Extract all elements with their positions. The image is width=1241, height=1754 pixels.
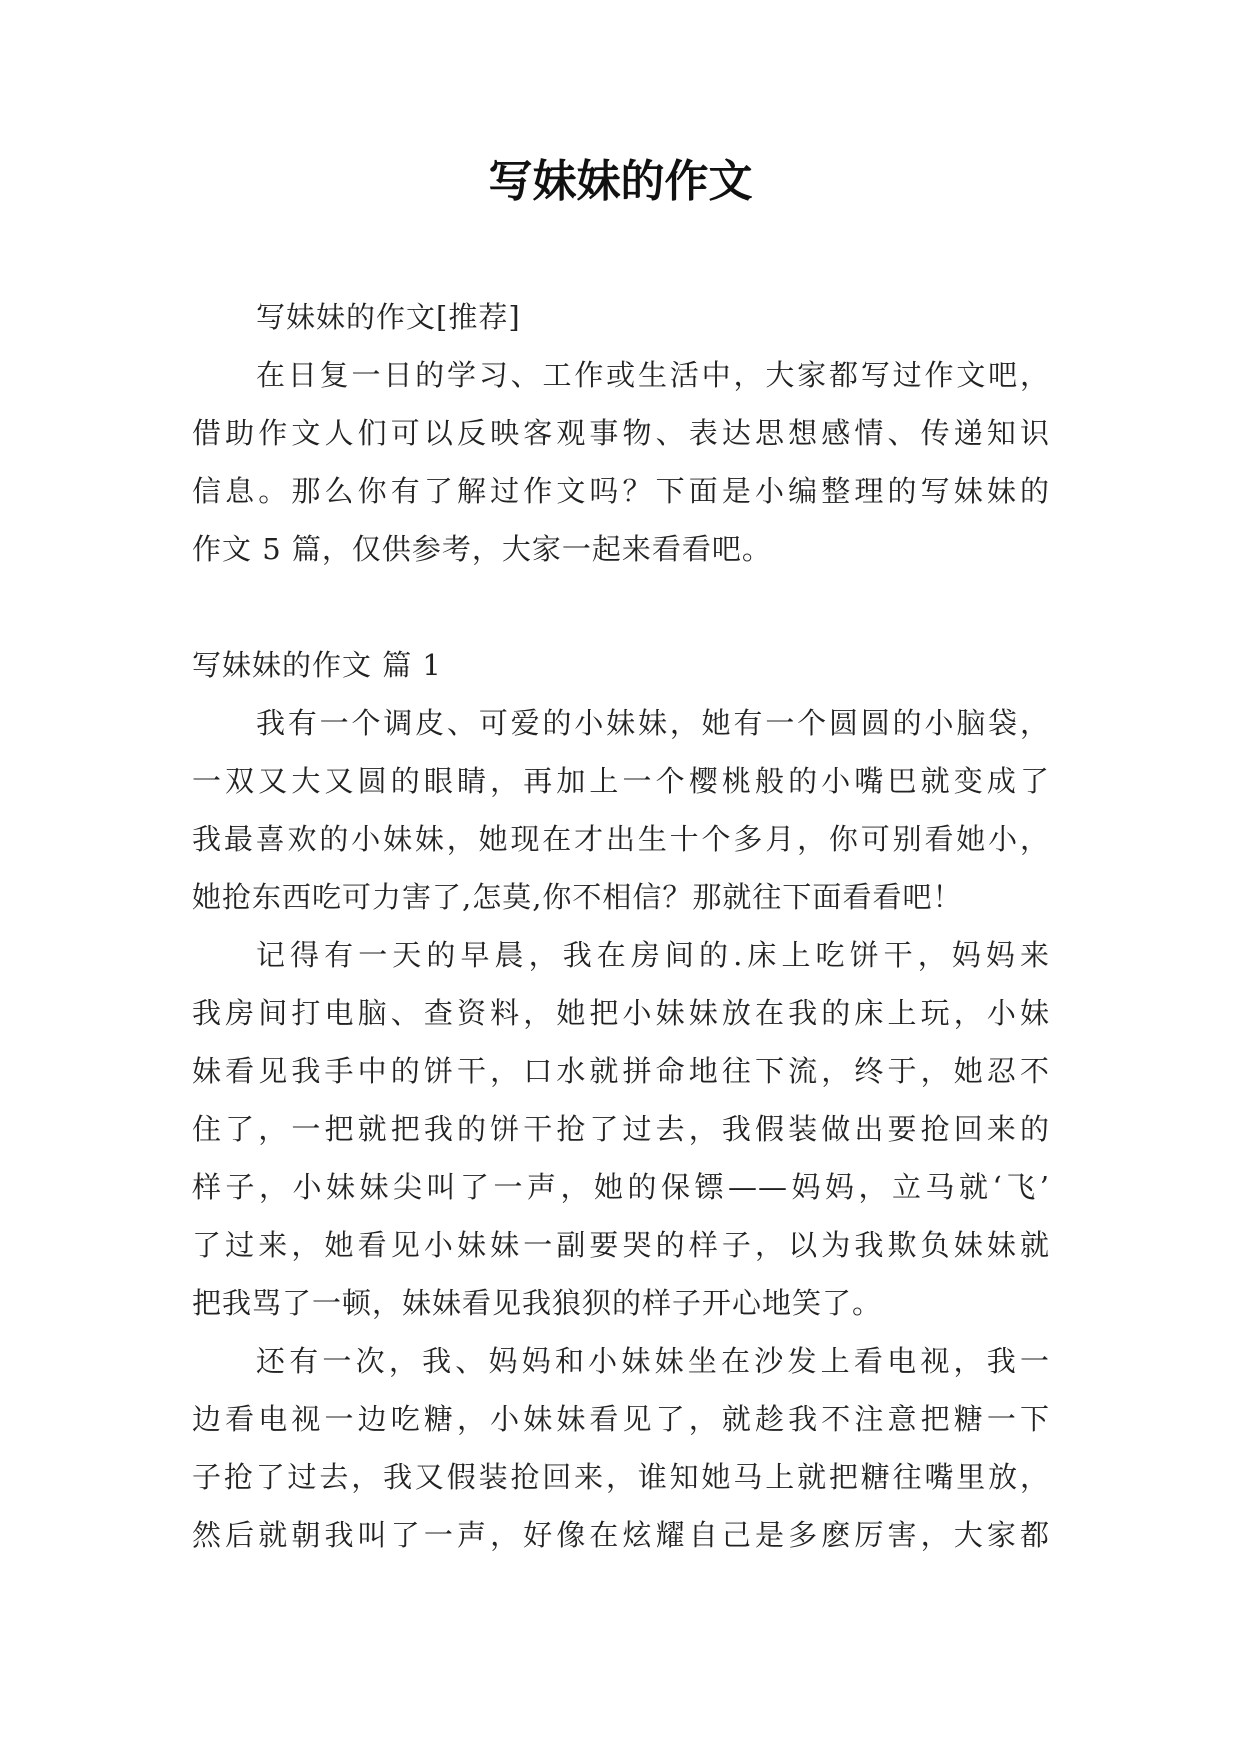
intro-line: 信息。那么你有了解过作文吗？下面是小编整理的写妹妹的 (192, 474, 1050, 508)
paragraph-line: 记得有一天的早晨，我在房间的.床上吃饼干，妈妈来 (256, 938, 1050, 972)
intro-line: 借助作文人们可以反映客观事物、表达思想感情、传递知识 (192, 416, 1050, 450)
paragraph-line: 她抢东西吃可力害了,怎莫,你不相信？那就往下面看看吧！ (192, 880, 963, 914)
intro-line: 在日复一日的学习、工作或生活中，大家都写过作文吧， (256, 358, 1050, 392)
section-heading: 写妹妹的作文 篇 1 (192, 648, 442, 682)
paragraph-line: 样子，小妹妹尖叫了一声，她的保镖——妈妈，立马就‘飞’ (192, 1170, 1050, 1204)
paragraph-line: 妹看见我手中的饼干，口水就拼命地往下流，终于，她忍不 (192, 1054, 1050, 1088)
paragraph-line: 然后就朝我叫了一声，好像在炫耀自己是多麽厉害，大家都 (192, 1518, 1050, 1552)
paragraph-line: 我房间打电脑、查资料，她把小妹妹放在我的床上玩，小妹 (192, 996, 1050, 1030)
paragraph-1 (192, 694, 1050, 926)
document-subtitle: 写妹妹的作文[推荐] (256, 300, 521, 334)
paragraph-line: 我最喜欢的小妹妹，她现在才出生十个多月，你可别看她小， (192, 822, 1050, 856)
paragraph-line: 把我骂了一顿，妹妹看见我狼狈的样子开心地笑了。 (192, 1286, 883, 1320)
paragraph-line: 子抢了过去，我又假装抢回来，谁知她马上就把糖往嘴里放， (192, 1460, 1050, 1494)
document-title: 写妹妹的作文 (488, 156, 753, 207)
paragraph-2 (192, 926, 1050, 1332)
paragraph-line: 住了，一把就把我的饼干抢了过去，我假装做出要抢回来的 (192, 1112, 1050, 1146)
paragraph-line: 了过来，她看见小妹妹一副要哭的样子，以为我欺负妹妹就 (192, 1228, 1050, 1262)
paragraph-line: 边看电视一边吃糖，小妹妹看见了，就趁我不注意把糖一下 (192, 1402, 1050, 1436)
intro-line: 作文 5 篇，仅供参考，大家一起来看看吧。 (192, 532, 772, 566)
paragraph-line: 一双又大又圆的眼睛，再加上一个樱桃般的小嘴巴就变成了 (192, 764, 1050, 798)
spacer (192, 578, 1050, 636)
paragraph-line: 还有一次，我、妈妈和小妹妹坐在沙发上看电视，我一 (256, 1344, 1050, 1378)
paragraph-line: 我有一个调皮、可爱的小妹妹，她有一个圆圆的小脑袋， (256, 706, 1050, 740)
intro-paragraph (192, 346, 1050, 578)
document-body (192, 288, 1050, 1564)
paragraph-3 (192, 1332, 1050, 1564)
